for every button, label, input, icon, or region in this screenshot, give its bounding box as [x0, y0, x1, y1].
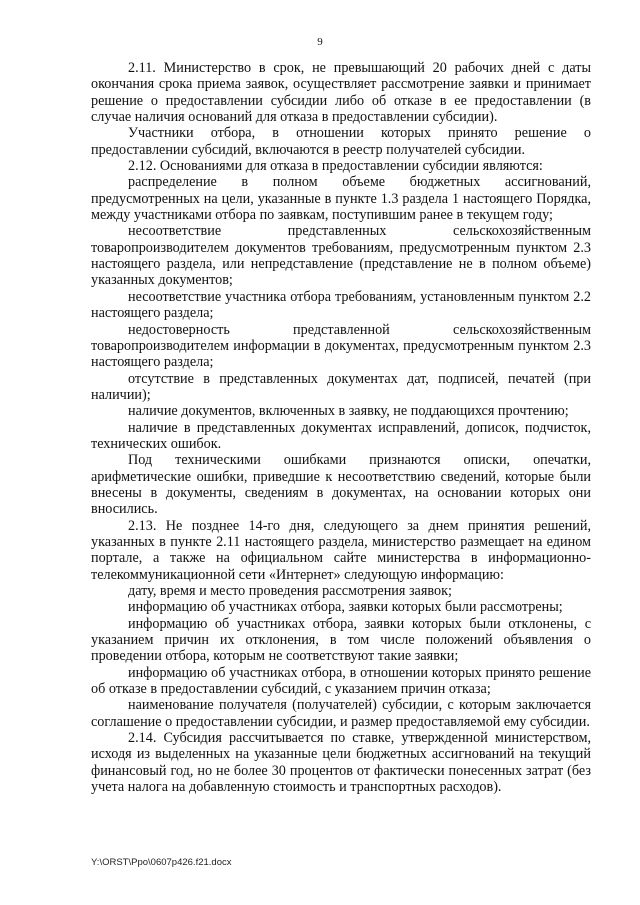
page-number: 9 [317, 36, 323, 48]
document-body [91, 60, 591, 795]
list-item-refused: информацию об участниках отбора, в отношении которых принято решение об отказе в предоставлении субсидий, с указанием причин отказа; [91, 664, 591, 698]
list-item-missing-signatures: отсутствие в представленных документах дат, подписей, печатей (при наличии); [91, 370, 591, 403]
paragraph-2-11: 2.11. Министерство в срок, не превышающий 20 рабочих дней с даты окончания срока приема заявок, осуществляет рассмотрение заявки и принимает решение о предоставлении субсидии либо об отказе в ее предоставлении (в случае наличия оснований для отказа в предоставлении субсидии). [91, 60, 591, 126]
paragraph-2-14: 2.14. Субсидия рассчитывается по ставке, утвержденной министерством, исходя из выделенных на указанные цели бюджетных ассигнований на текущий финансовый год, но не более 30 процентов от фактически понесенных затрат (без учета налога на добавленную стоимость и транспортных расходов). [91, 730, 591, 796]
list-item-unreadable: наличие документов, включенных в заявку, не поддающихся прочтению; [128, 403, 569, 420]
list-item-rejected: информацию об участниках отбора, заявки которых были отклонены, с указанием причин их отклонения, в том числе положений объявления о проведении отбора, которым не соответствуют такие заявки; [91, 615, 591, 665]
list-item-reviewed: информацию об участниках отбора, заявки которых были рассмотрены; [128, 599, 563, 616]
paragraph-registry: Участники отбора, в отношении которых принято решение о предоставлении субсидий, включаются в реестр получателей субсидии. [91, 125, 591, 158]
list-item-documents-mismatch: несоответствие представленных сельскохозяйственным товаропроизводителем документов требованиям, предусмотренным пунктом 2.3 настоящего раздела, или непредставление (представление не в полном объеме) указанных документов; [91, 223, 591, 289]
list-item-allocation: распределение в полном объеме бюджетных ассигнований, предусмотренных на цели, указанные в пункте 1.3 раздела 1 настоящего Порядка, между участниками отбора по заявкам, поступившим ранее в текущем году; [91, 174, 591, 224]
paragraph-technical-errors: Под техническими ошибками признаются описки, опечатки, арифметические ошибки, приведшие к несоответствию сведений, которые были внесены в документы, сведениям в документах, на основании которых они вносились. [91, 452, 591, 518]
list-item-recipient: наименование получателя (получателей) субсидии, с которым заключается соглашение о предоставлении субсидии, и размер предоставляемой ему субсидии. [91, 697, 591, 730]
list-item-unreliable-info: недостоверность представленной сельскохозяйственным товаропроизводителем информации в документах, предусмотренным пунктом 2.3 настоящего раздела; [91, 321, 591, 371]
list-item-date-time-place: дату, время и место проведения рассмотрения заявок; [128, 583, 452, 599]
paragraph-2-12: 2.12. Основаниями для отказа в предоставлении субсидии являются: [128, 158, 543, 175]
list-item-corrections: наличие в представленных документах исправлений, дописок, подчисток, технических ошибок. [91, 419, 591, 452]
footer-file-path: Y:\ORST\Ppo\0607p426.f21.docx [91, 857, 232, 868]
list-item-participant-mismatch: несоответствие участника отбора требованиям, установленным пунктом 2.2 настоящего раздела; [91, 288, 591, 322]
paragraph-2-13: 2.13. Не позднее 14-го дня, следующего за днем принятия решений, указанных в пункте 2.11 настоящего раздела, министерство размещает на едином портале, а также на официальном сайте министерства в информационно-телекоммуникационной сети «Интернет» следующую информацию: [91, 517, 591, 583]
